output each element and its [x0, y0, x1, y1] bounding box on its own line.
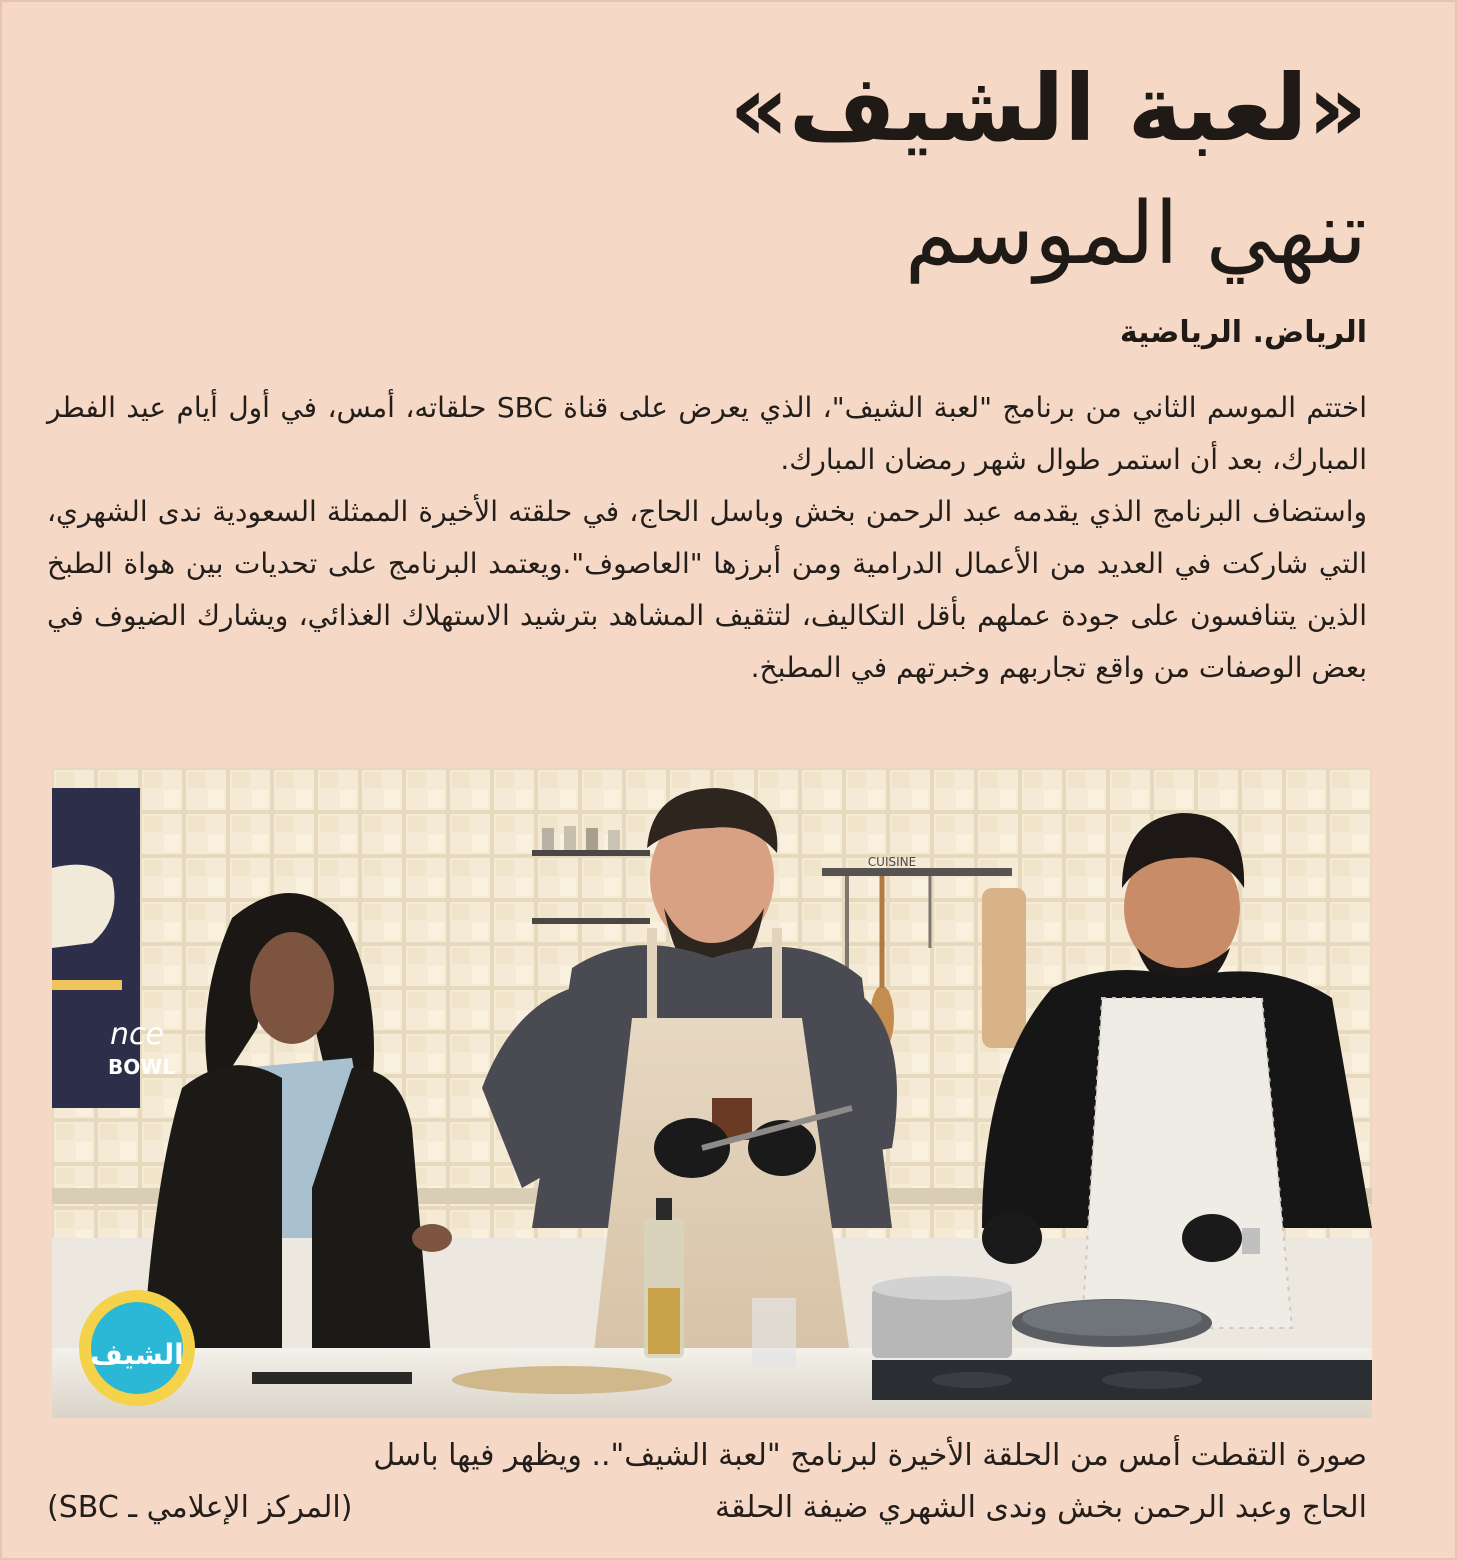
photo-caption [47, 1430, 1367, 1534]
stove [872, 1360, 1372, 1400]
cooking-pot [872, 1276, 1012, 1358]
article-body [47, 382, 1367, 694]
byline: الرياض. الرياضية [1119, 315, 1367, 350]
article-paragraph-1: اختتم الموسم الثاني من برنامج "لعبة الشيف"، الذي يعرض على قناة SBC حلقاته، أمس، في أول أيام عيد الفطر المبارك، بعد أن استمر طوال شهر رمضان المبارك. [47, 391, 1368, 476]
rail-label: CUISINE [867, 855, 917, 869]
sign-text-1: nce [110, 1017, 164, 1052]
show-logo [79, 1290, 195, 1406]
photo-kitchen-scene [52, 768, 1372, 1418]
headline-block [267, 54, 1367, 286]
caption-line-2: الحاج وعبد الرحمن بخش وندى الشهري ضيفة الحلقة [715, 1490, 1367, 1525]
caption-line-1: صورة التقطت أمس من الحلقة الأخيرة لبرنامج "لعبة الشيف".. ويظهر فيها باسل [373, 1438, 1367, 1473]
show-logo-text: الشيف [90, 1338, 184, 1371]
article-paragraph-2: واستضاف البرنامج الذي يقدمه عبد الرحمن بخش وباسل الحاج، في حلقته الأخيرة الممثلة السعودية ندى الشهري، التي شاركت في العديد من الأعمال الدرامية ومن أبرزها "العاصوف".ويعتمد البرنامج على تحديات بين هواة الطبخ الذين يتنافسون على جودة عملهم بأقل التكاليف، لتثقيف المشاهد بترشيد الاستهلاك الغذائي، ويشارك الضيوف في بعض الوصفات من واقع تجاربهم وخبرتهم في المطبخ. [47, 495, 1367, 684]
article-photo [52, 768, 1372, 1418]
caption-line-2-row [47, 1482, 1367, 1534]
oil-bottle [644, 1198, 684, 1358]
sign-text-2: BOWL [108, 1055, 176, 1079]
frying-pan [1012, 1299, 1212, 1347]
glass [752, 1298, 796, 1368]
headline-main: «لعبة الشيف» [729, 55, 1367, 162]
photo-credit: (المركز الإعلامي ـ SBC) [47, 1490, 353, 1525]
headline-sub: تنهي الموسم [904, 184, 1367, 284]
